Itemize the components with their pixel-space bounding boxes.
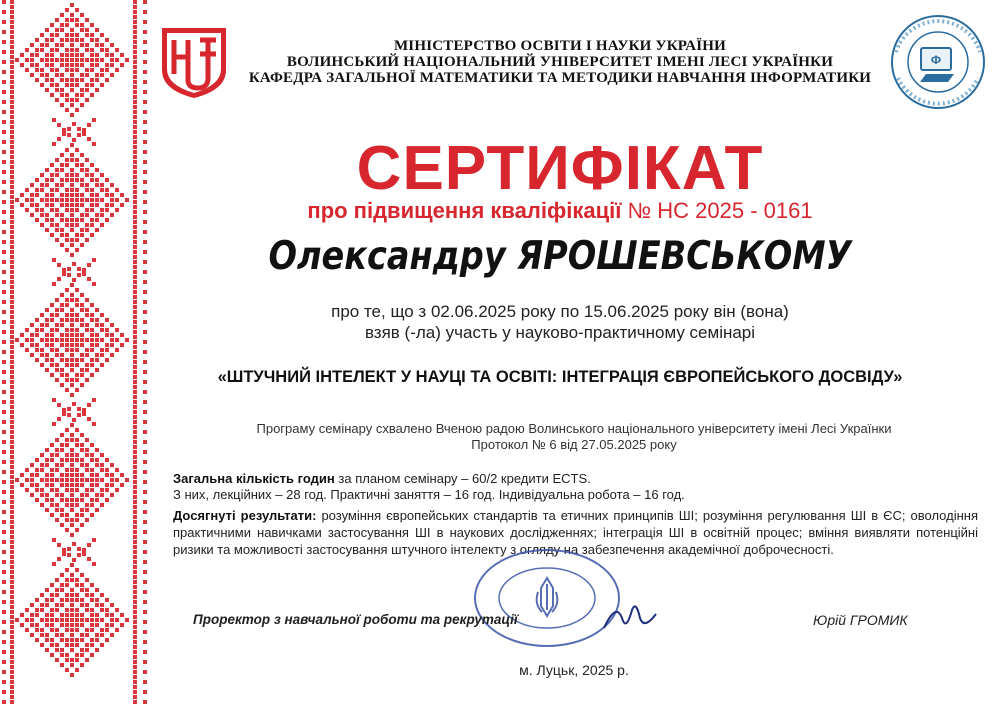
department-line: КАФЕДРА ЗАГАЛЬНОЇ МАТЕМАТИКИ ТА МЕТОДИКИ НАВЧАННЯ ІНФОРМАТИКИ: [248, 70, 872, 86]
signatory-name: Юрій ГРОМИК: [813, 612, 908, 628]
certificate-number: № НС 2025 - 0161: [627, 198, 813, 223]
university-logo-icon: [158, 24, 230, 100]
hours-breakdown: З них, лекційних – 28 год. Практичні заняття – 16 год. Індивідуальна робота – 16 год.: [173, 487, 685, 502]
certificate-title: СЕРТИФІКАТ: [356, 134, 764, 203]
signatory-role: Проректор з навчальної роботи та рекрутації: [193, 612, 518, 627]
total-hours: [173, 470, 978, 487]
hours-text: за планом семінару – 60/2 кредити ECTS.: [338, 471, 591, 486]
participation-text: взяв (-ла) участь у науково-практичному семінарі: [364, 323, 756, 342]
seminar-title: «ШТУЧНИЙ ІНТЕЛЕКТ У НАУЦІ ТА ОСВІТІ: ІНТЕГРАЦІЯ ЄВРОПЕЙСЬКОГО ДОСВІДУ»: [217, 368, 903, 386]
results-text: розуміння європейських стандартів та етичних принципів ШІ; розуміння регулювання ШІ в ЄС; оволодіння практичними навичками застосування ШІ в наукових дослідженнях; інтеграція ШІ в освітній процес; вміння виявляти потенційні ризики та можливості застосування штучного інтелекту з огляду на забезпечення академічної доброчесності.: [173, 508, 978, 557]
protocol-text: Протокол № 6 від 27.05.2025 року: [471, 437, 677, 452]
certificate-subtitle: [200, 197, 920, 225]
recipient-name: Олександру ЯРОШЕВСЬКОМУ: [268, 234, 852, 279]
hours-label: Загальна кількість годин: [173, 471, 335, 486]
signature-icon: [600, 596, 660, 636]
subtitle-text: про підвищення кваліфікації: [307, 198, 622, 223]
approval-text: Програму семінару схвалено Вченою радою Волинського національного університету імені Лесі Українки: [256, 421, 892, 436]
university-line: ВОЛИНСЬКИЙ НАЦІОНАЛЬНИЙ УНІВЕРСИТЕТ ІМЕНІ ЛЕСІ УКРАЇНКИ: [286, 54, 834, 70]
place-date: м. Луцьк, 2025 р.: [519, 662, 629, 678]
svg-text:Ф: Ф: [930, 53, 942, 67]
ministry-line: МІНІСТЕРСТВО ОСВІТИ І НАУКИ УКРАЇНИ: [393, 38, 727, 54]
results-label: Досягнуті результати:: [173, 508, 317, 523]
faculty-logo-icon: [888, 12, 988, 112]
ukrainian-ornament-border: [0, 0, 150, 704]
period-text: про те, що з 02.06.2025 року по 15.06.2025 року він (вона): [331, 302, 789, 321]
